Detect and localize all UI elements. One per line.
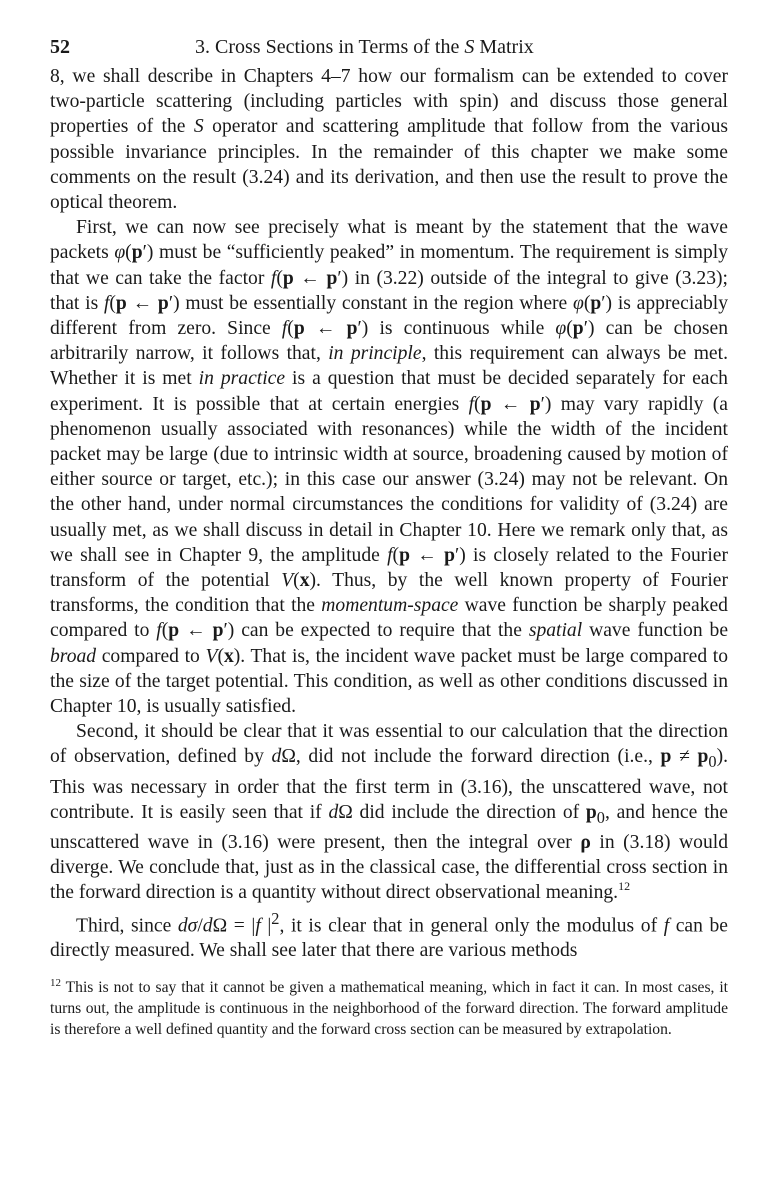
chapter-title-symbol: S <box>464 36 475 58</box>
footnotes <box>50 977 728 1040</box>
page-number: 52 <box>50 36 70 58</box>
page-header <box>50 36 728 64</box>
running-head <box>195 36 534 59</box>
footnote-text: This is not to say that it cannot be given a mathematical meaning, which in fact it can. In most cases, it turns out, the amplitude is continuous in the neighborhood of the forward direction. The forward amplitude is therefore a well defined quantity and the forward cross section can be measured by extrapolation. <box>50 979 728 1039</box>
paragraph: Third, since dσ/dΩ = |f $|^2$, it is clear that in general only the modulus of f can be directly measured. We shall see later that there are various methods <box>50 908 728 962</box>
chapter-title-suffix: Matrix <box>479 36 534 58</box>
paragraph: 8, we shall describe in Chapters 4–7 how our formalism can be extended to cover two-particle scattering (including particles with spin) and discuss those general properties of the S operator and scattering amplitude that follow from the various possible invariance principles. In the remainder of this chapter we make some comments on the result (3.24) and its derivation, and then use the result to prove the optical theorem. <box>50 66 728 214</box>
footnote-number: 12 <box>50 977 61 990</box>
body-text <box>50 64 728 963</box>
chapter-number: 3. <box>195 36 210 58</box>
book-page <box>50 36 728 1040</box>
chapter-title-prefix: Cross Sections in Terms of the <box>215 36 460 58</box>
paragraph: Second, it should be clear that it was essential to our calculation that the direction of observation, defined by dΩ, did not include the forward direction (i.e., $p \ne p_0$). This was necessary in order that the first term in (3.16), the unscattered wave, not contribute. It is easily seen that if dΩ did include the direction of $p_0$, and hence the unscattered wave in (3.16) were present, then the integral over ρ in (3.18) would diverge. We conclude that, just as in the classical case, the differential cross section in the forward direction is a quantity without direct observational meaning.$^{12}$ <box>50 721 729 904</box>
footnote <box>50 977 728 1040</box>
paragraph: First, we can now see precisely what is meant by the statement that the wave packets φ(p′) must be “sufficiently peaked” in momentum. The requirement is simply that we can take the factor f(p ← p′) in (3.22) outside of the integral to give (3.23); that is f(p ← p′) must be essentially constant in the region where φ(p′) is appreciably different from zero. Since f(p ← p′) is continuous while φ(p′) can be chosen arbitrarily narrow, it follows that, in principle, this requirement can always be met. Whether it is met in practice is a question that must be decided separately for each experiment. It is possible that at certain energies f(p ← p′) may vary rapidly (a phenomenon usually associated with resonances) while the width of the incident packet may be large (due to intrinsic width at source, broadening caused by motion of either source or target, etc.); in this case our answer (3.24) may not be relevant. On the other hand, under normal circumstances the conditions for validity of (3.24) are usually met, as we shall discuss in detail in Chapter 10. Here we remark only that, as we shall see in Chapter 9, the amplitude f(p ← p′) is closely related to the Fourier transform of the potential V(x). Thus, by the well known property of Fourier transforms, the condition that the momentum-space wave function be sharply peaked compared to f(p ← p′) can be expected to require that the spatial wave function be broad compared to V(x). That is, the incident wave packet must be large compared to the size of the target potential. This condition, as well as other conditions discussed in Chapter 10, is usually satisfied. <box>50 217 729 718</box>
